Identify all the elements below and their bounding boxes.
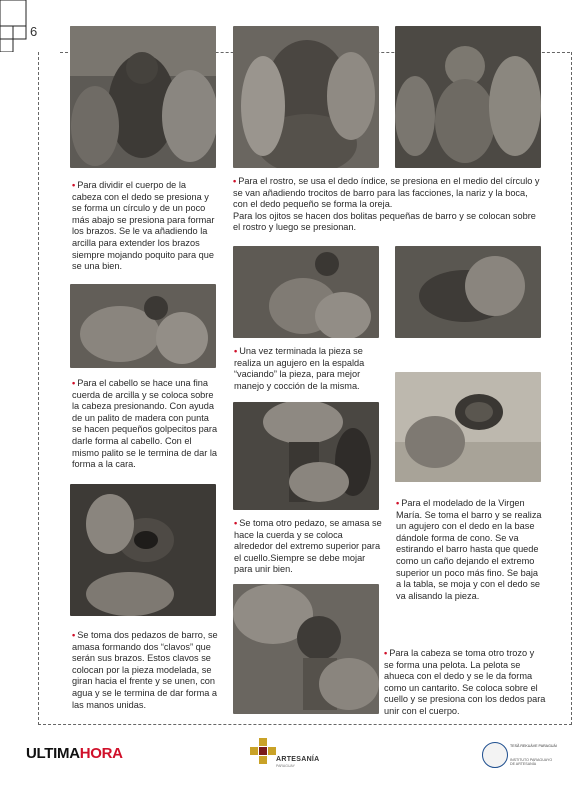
photo-hollowing — [233, 246, 379, 338]
bullet-icon: • — [233, 176, 237, 186]
government-seal-icon — [482, 742, 508, 768]
photo-arms — [70, 484, 216, 616]
corner-grid-decoration — [0, 0, 52, 52]
artesania-label: ARTESANÍA — [276, 756, 320, 763]
photo-cone-base — [395, 246, 541, 338]
photo-head — [233, 584, 379, 714]
bullet-icon: • — [72, 378, 76, 388]
caption-face-modeling: • Para el rostro, se usa el dedo índice, se presiona en el medio del círculo y se van añadiendo trocitos de barro para las facciones, la nariz y la boca, con el dedo pequeño se forma la oreja. Para los ojitos se hacen dos bolitas pequeñas de barro y se colocan sobre el rostro y luego se presionan. — [233, 176, 540, 233]
photo-neck — [233, 402, 379, 510]
artesania-sub: PARAGUAY — [276, 764, 295, 768]
ultimahora-logo: ULTIMAHORA — [26, 745, 123, 762]
photo-tube-shape — [395, 372, 541, 482]
bullet-icon: • — [72, 180, 76, 190]
institute-label: INSTITUTO PARAGUAYO DE ARTESANÍA — [510, 758, 553, 767]
photo-hair — [70, 284, 216, 368]
bullet-icon: • — [234, 518, 238, 528]
bullet-icon: • — [234, 346, 238, 356]
government-label: TESÃ REKUÁVE PARAGUÁI — [510, 744, 557, 748]
caption-virgin-modeling: • Para el modelado de la Virgen María. Se toma el barro y se realiza un agujero con el dedo en la base dándole forma de cono. Se va estirando el barro hasta que quede como un caño dejando el extremo superior un poco más fino. Se baja a la tabla, se moja y con el dedo se va alisando la pieza. — [396, 498, 542, 601]
photo-face-modeling — [233, 26, 379, 168]
bullet-icon: • — [396, 498, 400, 508]
caption-hollowing: • Una vez terminada la pieza se realiza un agujero en la espalda “vaciando” la pieza, para mejor manejo y cocción de la misma. — [234, 346, 365, 391]
caption-head: • Para la cabeza se toma otro trozo y se forma una pelota. La pelota se ahueca con el dedo y se le da forma como un cantarito. Se coloca sobre el cuello y se presiona con los dedos para unir con el cuerpo. — [384, 648, 546, 716]
photo-dividing-body — [70, 26, 216, 168]
page-number: 6 — [30, 24, 38, 39]
bullet-icon: • — [72, 630, 76, 640]
photo-finished-face — [395, 26, 541, 168]
bullet-icon: • — [384, 648, 388, 658]
artesania-logo-icon — [250, 738, 276, 768]
caption-arms: • Se toma dos pedazos de barro, se amasa formando dos “clavos” que serán sus brazos. Estos clavos se colocan por la pieza modelada, se giran hacia el frente y se unen, con agua y se le termina de dar forma a las manos unidas. — [72, 630, 218, 710]
caption-neck: • Se toma otro pedazo, se amasa se hace la cuerda y se coloca alrededor del extremo superior para el cuello.Siempre se debe mojar para unir bien. — [234, 518, 382, 575]
caption-dividing-body: • Para dividir el cuerpo de la cabeza con el dedo se presiona y se forma un círculo y de un poco más abajo se presiona para formar los brazos. Se le va añadiendo la arcilla para extender los brazos siempre mojando poquito para que se una bien. — [72, 180, 215, 272]
caption-hair: • Para el cabello se hace una fina cuerda de arcilla y se coloca sobre la cabeza presionando. Con ayuda de un palito de madera con punta se hacen pequeños golpecitos para darle forma al cabello. Con el mismo palito se le termina de dar la forma a la cara. — [72, 378, 218, 470]
